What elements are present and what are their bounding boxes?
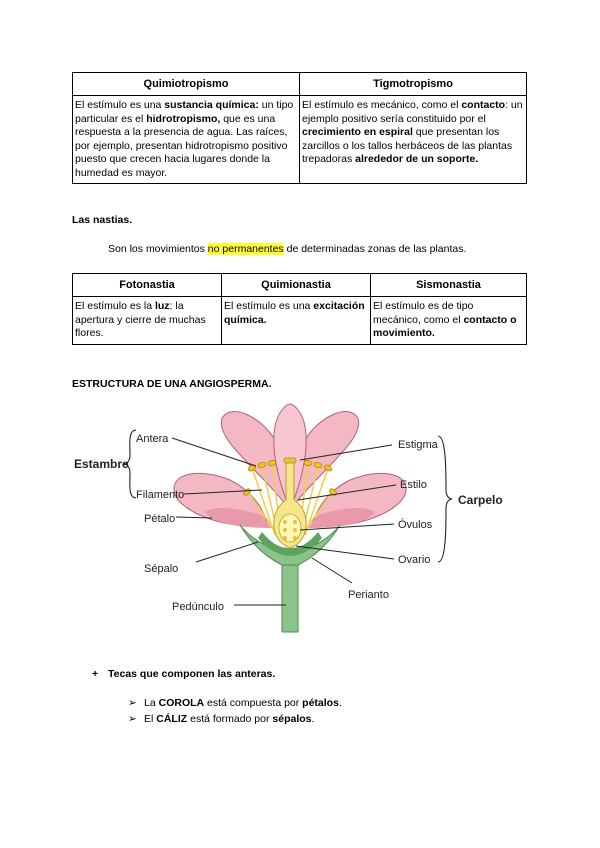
arrow-bullet-icon: ➢ [128, 697, 137, 709]
stigma-shape [284, 458, 296, 463]
bold-text: sépalos [272, 713, 312, 725]
text: El estímulo es mecánico, como el [302, 99, 462, 111]
bold-text: hidrotropismo, [146, 112, 221, 125]
nastias-sentence [108, 243, 466, 255]
text: de determinadas zonas de las plantas. [283, 243, 467, 255]
header-tigmotropismo: Tigmotropismo [300, 73, 527, 96]
bullet-title: Tecas que componen las anteras. [108, 668, 276, 680]
nastias-heading: Las nastias. [72, 214, 133, 226]
arrow-bullet-icon: ➢ [128, 713, 137, 725]
label-ovario: Ovario [398, 554, 431, 566]
header-quimionastia: Quimionastia [222, 274, 371, 297]
table-row [73, 297, 527, 345]
header-quimiotropismo: Quimiotropismo [73, 73, 300, 96]
bold-text: alrededor de un soporte. [355, 153, 479, 165]
bold-text: contacto [461, 99, 506, 111]
plus-icon: + [92, 668, 99, 680]
tropism-table [72, 72, 527, 184]
header-fotonastia: Fotonastia [73, 274, 222, 297]
text: El estímulo es una [75, 99, 165, 111]
text: está compuesta por [204, 697, 303, 709]
text: : la apertura y cierre de muchas flores. [75, 300, 206, 339]
text: que es una respuesta a la presencia de agua. Las raíces, por ejemplo, presentan hidrotropismo positivo puesto que crecen hacia lugares donde la humedad es mayor. [75, 112, 288, 179]
label-filamento: Filamento [136, 489, 185, 501]
table-row [73, 96, 527, 184]
label-pedunculo: Pedúnculo [172, 601, 224, 613]
highlighted-text: no permanentes [207, 243, 284, 255]
label-estilo: Estilo [400, 479, 427, 491]
text: El estímulo es la [75, 300, 155, 312]
label-antera: Antera [136, 433, 169, 445]
ovary-cavity [279, 514, 301, 542]
bold-text: luz [154, 300, 170, 312]
bold-text: crecimiento en espiral [302, 126, 413, 138]
label-perianto: Perianto [348, 589, 389, 601]
label-estambre: Estambre [74, 457, 129, 471]
text: que presentan los zarcillos o los tallos herbáceos de las plantas trepadoras [302, 126, 513, 165]
text: está formado por [187, 713, 273, 725]
bold-text: sustancia química: [164, 99, 259, 111]
bold-text: excitación química. [224, 300, 365, 326]
cell-quimionastia [222, 297, 371, 345]
text: El estímulo es de tipo mecánico, como el [373, 300, 474, 326]
carpelo-bracket [438, 436, 452, 562]
bold-text: CÁLIZ [156, 713, 188, 725]
cell-fotonastia [73, 297, 222, 345]
label-petalo: Pétalo [144, 513, 176, 525]
list-item [128, 713, 314, 725]
header-sismonastia: Sismonastia [371, 274, 527, 297]
peduncle-shape [282, 560, 298, 632]
nastia-table [72, 273, 527, 345]
text: : un ejemplo positivo sería constituido por el [302, 99, 523, 125]
cell-sismonastia [371, 297, 527, 345]
text: La [144, 697, 159, 709]
table-header-row [73, 274, 527, 297]
cell-tigmotropismo [300, 96, 527, 184]
text: El estímulo es una [224, 300, 314, 312]
text: Son los movimientos [108, 243, 208, 255]
label-ovulos: Óvulos [398, 519, 433, 531]
bold-text: pétalos [302, 697, 339, 709]
label-sepalo: Sépalo [144, 563, 179, 575]
bold-text: contacto o movimiento. [373, 313, 517, 339]
text: un tipo particular es el [75, 99, 294, 125]
angiosperm-diagram [0, 400, 600, 645]
text: . [311, 713, 315, 725]
table-header-row [73, 73, 527, 96]
text: . [338, 697, 342, 709]
list-item [128, 697, 342, 709]
bold-text: COROLA [158, 697, 205, 709]
cell-quimiotropismo [73, 96, 300, 184]
text: El [144, 713, 157, 725]
label-estigma: Estigma [398, 439, 438, 451]
label-carpelo: Carpelo [458, 493, 503, 507]
structure-heading: ESTRUCTURA DE UNA ANGIOSPERMA. [72, 378, 272, 390]
bullet-item [92, 668, 275, 680]
